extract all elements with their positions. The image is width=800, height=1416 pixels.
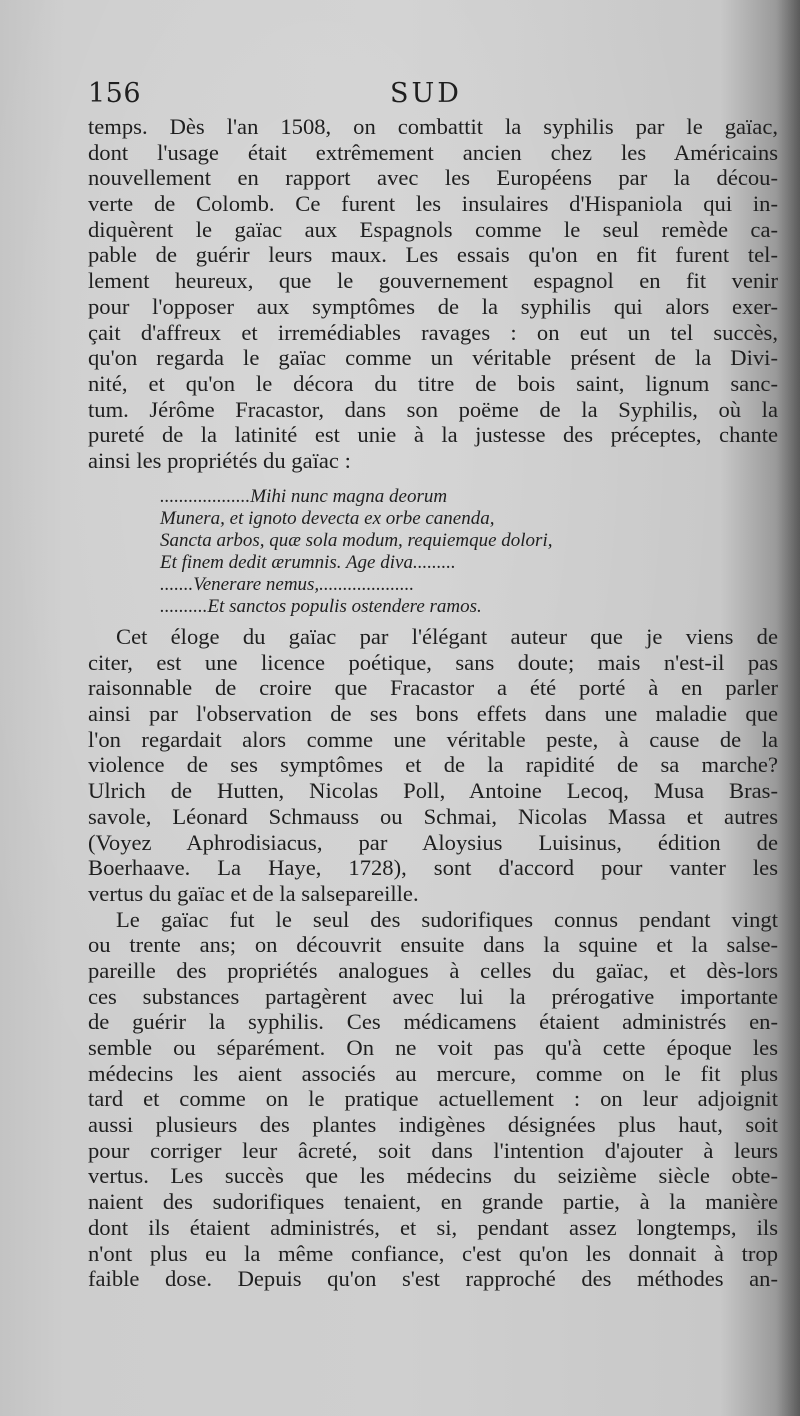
text-line: vertus du gaïac et de la salsepareille. (88, 880, 419, 906)
text-line: dont ils étaient administrés, et si, pendant assez longtemps, ils (88, 1214, 778, 1240)
text-line: ces substances partagèrent avec lui la prérogative importante (88, 983, 778, 1009)
verse-line: Sancta arbos, quæ sola modum, requiemque dolori, (160, 530, 553, 551)
text-line: savole, Léonard Schmauss ou Schmai, Nicolas Massa et autres (88, 803, 778, 829)
text-line: tard et comme on le pratique actuellement : on leur adjoignit (88, 1086, 778, 1112)
text-line: nité, et qu'on le décora du titre de bois saint, lignum sanc- (88, 370, 778, 396)
verse-line: ..........Et sanctos populis ostendere ramos. (160, 596, 482, 617)
text-line: Le gaïac fut le seul des sudorifiques connus pendant vingt (116, 906, 778, 932)
text-line: l'on regardait alors comme une véritable peste, à cause de la (88, 726, 778, 752)
text-line: pour l'opposer aux symptômes de la syphilis qui alors exer- (88, 293, 778, 319)
text-line: pareille des propriétés analogues à celles du gaïac, et dès-lors (88, 957, 778, 983)
text-line: nouvellement en rapport avec les Européens par la décou- (88, 165, 778, 191)
text-line: aussi plusieurs des plantes indigènes désignées plus haut, soit (88, 1112, 778, 1138)
text-line: ou trente ans; on découvrit ensuite dans la squine et la salse- (88, 932, 778, 958)
verse-line: .......Venerare nemus,.................... (160, 574, 415, 595)
page-header (88, 78, 768, 112)
text-line: (Voyez Aphrodisiacus, par Aloysius Luisinus, édition de (88, 829, 778, 855)
text-line: çait d'affreux et irremédiables ravages : on eut un tel succès, (88, 319, 778, 345)
text-line: qu'on regarda le gaïac comme un véritable présent de la Divi- (88, 345, 778, 371)
latin-verse-quote (160, 486, 650, 618)
text-line: Cet éloge du gaïac par l'élégant auteur que je viens de (116, 624, 778, 649)
text-line: pable de guérir leurs maux. Les essais qu'on en fit furent tel- (88, 242, 778, 268)
text-line: lement heureux, que le gouvernement espagnol en fit venir (88, 268, 778, 294)
verse-line: Munera, et ignoto devecta ex orbe canenda, (160, 508, 495, 529)
text-line: ainsi les propriétés du gaïac : (88, 447, 351, 473)
paragraph-2-and-3 (88, 624, 778, 1292)
text-line: vertus. Les succès que les médecins du seizième siècle obte- (88, 1163, 778, 1189)
text-line: tum. Jérôme Fracastor, dans son poëme de la Syphilis, où la (88, 396, 778, 422)
text-line: naient des sudorifiques tenaient, en grande partie, à la manière (88, 1189, 778, 1215)
text-line: faible dose. Depuis qu'on s'est rapproché des méthodes an- (88, 1266, 778, 1292)
running-head: SUD (390, 78, 462, 109)
text-line: pureté de la latinité est unie à la justesse des préceptes, chante (88, 422, 778, 448)
text-line: n'ont plus eu la même confiance, c'est qu'on les donnait à trop (88, 1240, 778, 1266)
text-line: Boerhaave. La Haye, 1728), sont d'accord pour vanter les (88, 855, 778, 881)
text-line: pour corriger leur âcreté, soit dans l'intention d'ajouter à leurs (88, 1137, 778, 1163)
text-line: violence de ses symptômes et de la rapidité de sa marche? (88, 752, 778, 778)
text-line: diquèrent le gaïac aux Espagnols comme le seul remède ca- (88, 216, 778, 242)
text-line: temps. Dès l'an 1508, on combattit la syphilis par le gaïac, (88, 114, 778, 139)
text-line: verte de Colomb. Ce furent les insulaires d'Hispaniola qui in- (88, 191, 778, 217)
text-line: ainsi par l'observation de ses bons effets dans une maladie que (88, 701, 778, 727)
verse-line: Et finem dedit ærumnis. Age diva......... (160, 552, 456, 573)
text-line: citer, est une licence poétique, sans doute; mais n'est-il pas (88, 649, 778, 675)
paragraph-1 (88, 114, 778, 474)
verse-line: ...................Mihi nunc magna deorum (160, 486, 448, 507)
text-line: Ulrich de Hutten, Nicolas Poll, Antoine Lecoq, Musa Bras- (88, 778, 778, 804)
text-line: semble ou séparément. On ne voit pas qu'à cette époque les (88, 1035, 778, 1060)
text-line: médecins les aient associés au mercure, comme on le fit plus (88, 1060, 778, 1086)
text-line: de guérir la syphilis. Ces médicamens étaient administrés en- (88, 1009, 778, 1035)
text-line: raisonnable de croire que Fracastor a été porté à en parler (88, 675, 778, 701)
text-line: dont l'usage était extrêmement ancien chez les Américains (88, 139, 778, 165)
page-number: 156 (88, 78, 142, 109)
